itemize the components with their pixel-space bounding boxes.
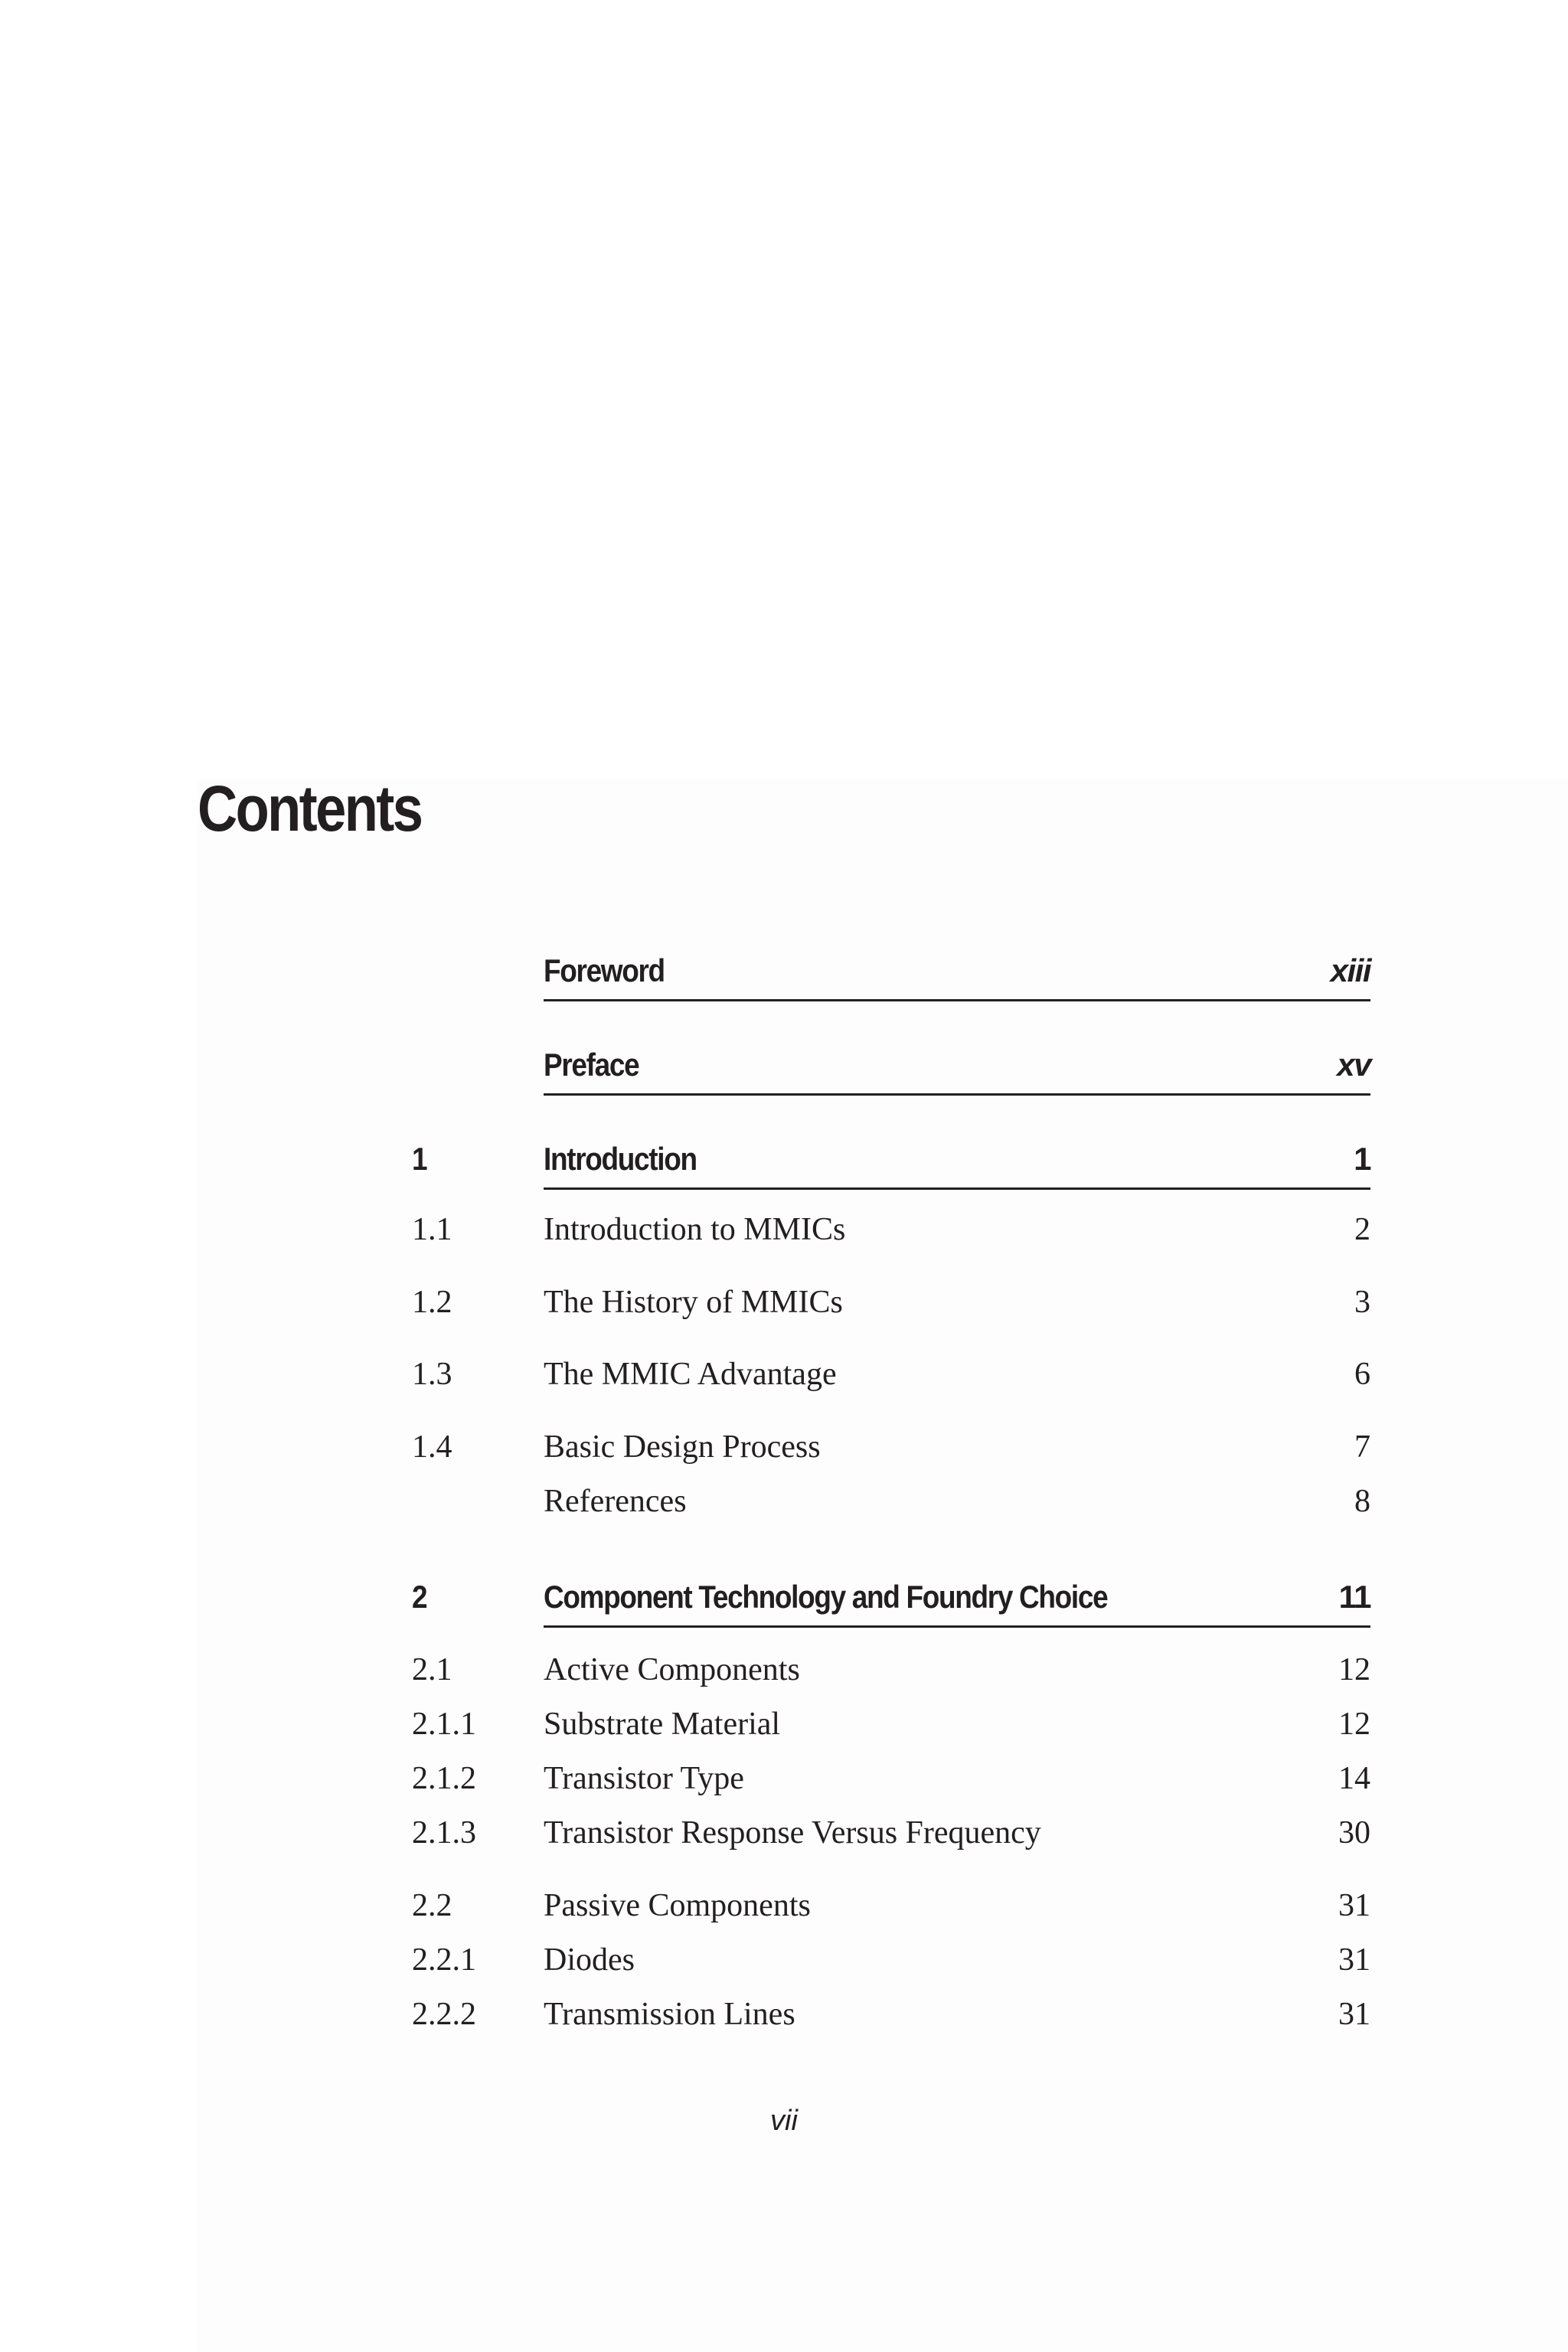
page-title: Contents [198,773,422,844]
entry-title: Transistor Type [544,1761,744,1796]
entry-page: 8 [1354,1484,1370,1519]
toc-entry-section[interactable] [412,1875,1370,1936]
toc-entry-subsection[interactable] [412,1748,1370,1809]
entry-page: xiii [1330,952,1370,988]
toc-entry-chapter-1[interactable] [412,1129,1370,1190]
entry-number: 2.1.1 [412,1707,476,1742]
entry-number: 1.4 [412,1429,452,1465]
entry-title: Preface [544,1047,639,1083]
entry-number: 1.1 [412,1212,452,1247]
entry-number: 2.1.3 [412,1815,476,1851]
entry-number: 2.2.1 [412,1942,476,1978]
entry-title: Component Technology and Foundry Choice [544,1579,1108,1615]
toc-entry-references[interactable] [412,1471,1370,1532]
entry-page: 7 [1354,1429,1370,1465]
toc-entry-subsection[interactable] [412,1984,1370,2045]
entry-title: Active Components [544,1652,800,1687]
entry-page: 31 [1338,1997,1370,2032]
entry-number: 1.2 [412,1285,452,1320]
entry-title: The History of MMICs [544,1285,843,1320]
entry-page: 1 [1354,1141,1370,1177]
toc-entry-subsection[interactable] [412,1802,1370,1864]
toc-entry-preface[interactable] [412,1034,1370,1096]
entry-page: 14 [1338,1761,1370,1796]
entry-rule [544,1034,1370,1096]
entry-title: Substrate Material [544,1707,781,1742]
toc-entry-chapter-2[interactable] [412,1566,1370,1628]
entry-title: Basic Design Process [544,1429,821,1465]
entry-title: Transistor Response Versus Frequency [544,1815,1041,1851]
entry-title: Diodes [544,1942,635,1978]
toc-entry-section[interactable] [412,1416,1370,1478]
entry-title: Introduction to MMICs [544,1212,846,1247]
toc-entry-section[interactable] [412,1639,1370,1700]
entry-rule [544,1566,1370,1628]
entry-title: Foreword [544,952,665,988]
entry-page: 6 [1354,1357,1370,1392]
entry-page: 31 [1338,1942,1370,1978]
entry-page: 12 [1338,1707,1370,1742]
entry-number: 1.3 [412,1357,452,1392]
entry-title: Passive Components [544,1888,811,1923]
entry-number: 2.2 [412,1888,452,1923]
entry-page: xv [1337,1047,1370,1083]
entry-page: 12 [1338,1652,1370,1687]
entry-number: 2 [412,1579,427,1615]
toc-entry-subsection[interactable] [412,1929,1370,1991]
entry-page: 2 [1354,1212,1370,1247]
entry-number: 1 [412,1141,427,1177]
entry-number: 2.1.2 [412,1761,476,1796]
entry-rule [544,1129,1370,1190]
entry-title: Transmission Lines [544,1997,795,2032]
toc-entry-section[interactable] [412,1272,1370,1333]
entry-title: The MMIC Advantage [544,1357,837,1392]
entry-page: 11 [1338,1579,1370,1615]
entry-page: 30 [1338,1815,1370,1851]
entry-title: References [544,1484,687,1519]
entry-page: 3 [1354,1285,1370,1320]
entry-number: 2.2.2 [412,1997,476,2032]
entry-rule [544,940,1370,1001]
toc-entry-foreword[interactable] [412,940,1370,1001]
entry-number: 2.1 [412,1652,452,1687]
entry-page: 31 [1338,1888,1370,1923]
toc-entry-section[interactable] [412,1344,1370,1405]
toc-entry-section[interactable] [412,1199,1370,1260]
entry-title: Introduction [544,1141,697,1177]
page-number: vii [770,2105,798,2137]
toc-entry-subsection[interactable] [412,1694,1370,1755]
